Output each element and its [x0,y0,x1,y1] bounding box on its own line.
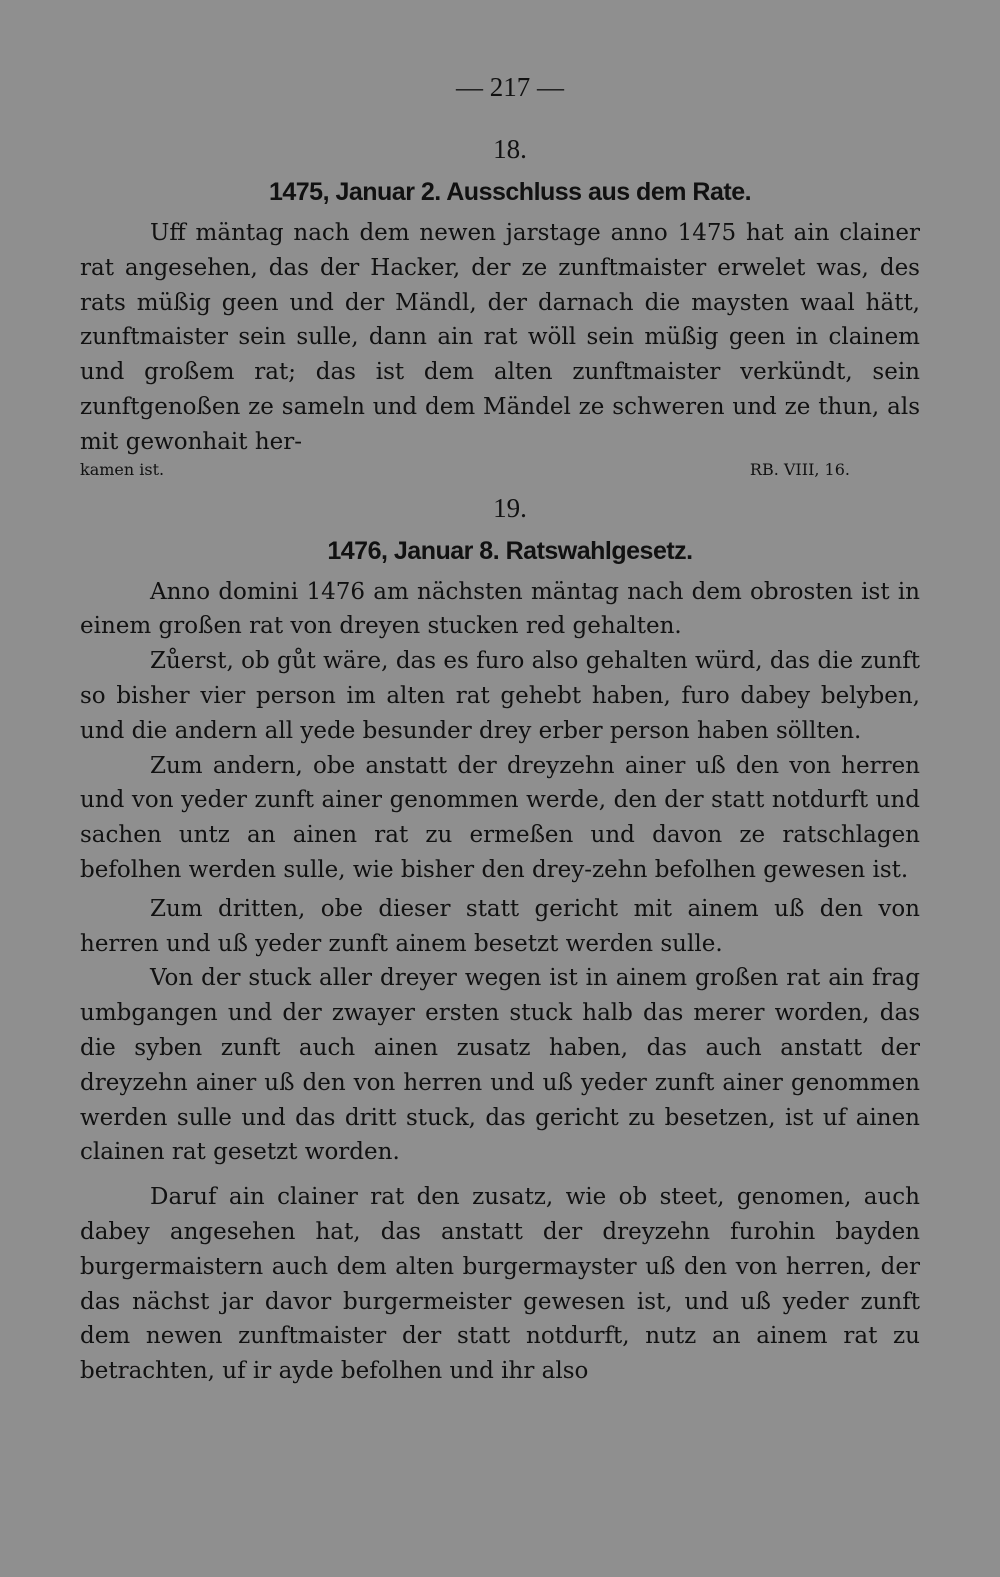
paragraph: Daruf ain clainer rat den zusatz, wie ob steet, genomen, auch dabey angesehen hat, das anstatt der dreyzehn furohin bayden burgermaistern auch dem alten burgermayster uß den von herren, der das nächst jar davor burgermeister gewesen ist, und uß yeder zunft dem newen zunftmaister der statt notdurft, nutz an ainem rat zu betrachten, uf ir ayde befolhen und ihr also [80,1184,920,1385]
paragraph: Zum andern, obe anstatt der dreyzehn ainer uß den von herren und von yeder zunft ainer genommen werde, den der statt notdurft und sachen untz an ainen rat zu ermeßen und davon ze ratschlagen befolhen werden sulle, wie bisher den drey-zehn befolhen gewesen ist. [80,752,920,883]
document-number: 19. [493,492,527,523]
page-number: — 217 — [456,72,564,102]
page [80,70,920,1389]
document-number: 18. [493,134,527,164]
paragraph: Zum dritten, obe dieser statt gericht mit ainem uß den von herren und uß yeder zunft ainem besetzt werden sulle. [80,895,920,957]
source-reference: RB. VIII, 16. [749,459,850,479]
paragraph: Zůerst, ob gůt wäre, das es furo also gehalten würd, das die zunft so bisher vier person im alten rat gehebt haben, furo dabey belyben, und die andern all yede besunder drey erber person haben söllten. [80,648,920,744]
paragraph: Anno domini 1476 am nächsten mäntag nach dem obrosten ist in einem großen rat von dreyen stucken red gehalten. [80,578,920,640]
document-text-end-line [80,460,920,479]
document-heading: 1475, Januar 2. Ausschluss aus dem Rate. [268,178,752,206]
document-18 [80,132,920,479]
document-19 [80,491,920,1389]
paragraph: Von der stuck aller dreyer wegen ist in ainem großen rat ain frag umbgangen und der zwayer ersten stuck halb das merer worden, das die syben zunft auch ainen zusatz haben, das auch anstatt der dreyzehn ainer uß den von herren und uß yeder zunft ainer genommen werden sulle und das dritt stuck, das gericht zu besetzen, ist uf ainen clainen rat gesetzt worden. [80,965,920,1166]
document-heading: 1476, Januar 8. Ratswahlgesetz. [327,536,693,565]
document-text: Uff mäntag nach dem newen jarstage anno 1475 hat ain clainer rat angesehen, das der Hacker, der ze zunftmaister erwelet was, des rats müßig geen und der Mändl, der darnach die maysten waal hätt, zunftmaister sein sulle, dann ain rat wöll sein müßig geen in clainem und großem rat; das ist dem alten zunftmaister verkündt, sein zunftgenoßen ze sameln und dem Mändel ze schweren und ze thun, als mit gewonhait her- [80,220,920,455]
document-text-end: kamen ist. [80,459,165,479]
